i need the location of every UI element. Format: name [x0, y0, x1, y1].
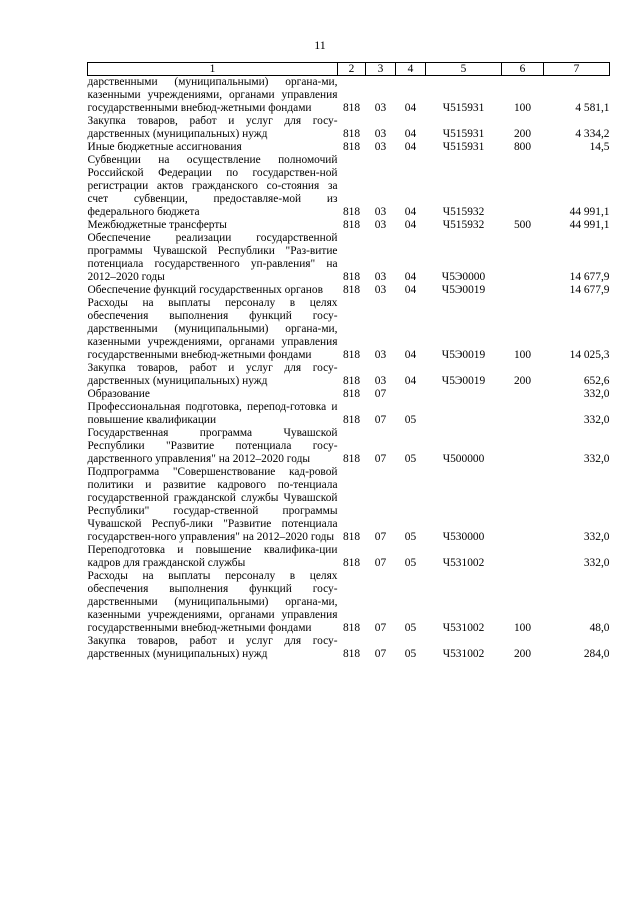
table-row — [88, 232, 610, 284]
column-header-2: 2 — [338, 63, 366, 76]
table-row — [88, 219, 610, 232]
row-code-vr: 500 — [513, 219, 532, 231]
row-code-gr: 818 — [342, 284, 361, 296]
row-code-vr — [502, 466, 544, 544]
row-code-csr — [426, 401, 502, 427]
row-code-gr: 818 — [342, 388, 361, 400]
row-code-vr: 100 — [513, 102, 532, 114]
row-code-rz: 03 — [374, 206, 387, 218]
row-code-rz: 07 — [374, 557, 387, 569]
row-name: Закупка товаров, работ и услуг для госу-дарственных (муниципальных) нужд — [87, 362, 338, 387]
row-code-pr: 04 — [404, 349, 417, 361]
row-code-gr: 818 — [342, 622, 361, 634]
row-name: Межбюджетные трансферты — [87, 219, 227, 231]
page-number: 11 — [314, 38, 326, 52]
row-code-csr: Ч515931 — [442, 102, 485, 114]
row-code-rz: 07 — [374, 648, 387, 660]
table-row — [88, 154, 610, 219]
row-code-rz: 03 — [374, 219, 387, 231]
row-code-rz: 07 — [374, 414, 387, 426]
row-code-gr: 818 — [342, 414, 361, 426]
row-code-csr: Ч515932 — [442, 219, 485, 231]
row-code-csr: Ч531002 — [442, 557, 485, 569]
row-code-vr: 200 — [513, 648, 532, 660]
row-amount: 14 677,9 — [569, 284, 610, 296]
row-code-rz: 03 — [374, 102, 387, 114]
row-code-csr: Ч515931 — [442, 141, 485, 153]
row-name: Образование — [87, 388, 150, 400]
row-code-vr — [502, 154, 544, 219]
row-code-csr: Ч5Э0000 — [441, 271, 486, 283]
row-code-rz: 03 — [374, 349, 387, 361]
row-code-pr: 05 — [404, 414, 417, 426]
row-amount: 14,5 — [589, 141, 610, 153]
table-row — [88, 362, 610, 388]
row-code-csr: Ч515931 — [442, 128, 485, 140]
row-name: Государственная программа Чувашской Республики "Развитие потенциала госу-дарственного управления" на 2012–2020 годы — [87, 427, 338, 465]
row-code-pr: 04 — [404, 206, 417, 218]
row-code-gr: 818 — [342, 206, 361, 218]
table-body — [88, 76, 610, 662]
row-name: Закупка товаров, работ и услуг для госу-дарственных (муниципальных) нужд — [87, 115, 338, 140]
row-code-csr: Ч531002 — [442, 622, 485, 634]
column-header-4: 4 — [396, 63, 426, 76]
table-row — [88, 284, 610, 297]
row-code-vr — [502, 427, 544, 466]
row-code-pr: 05 — [404, 622, 417, 634]
row-code-csr: Ч530000 — [442, 531, 485, 543]
row-code-rz: 03 — [374, 141, 387, 153]
table-row — [88, 76, 610, 116]
row-amount: 332,0 — [583, 453, 610, 465]
row-code-pr: 04 — [404, 271, 417, 283]
column-header-5: 5 — [426, 63, 502, 76]
row-code-vr — [502, 388, 544, 401]
row-code-pr: 04 — [404, 102, 417, 114]
table-row — [88, 570, 610, 635]
column-header-7: 7 — [544, 63, 610, 76]
table-row — [88, 635, 610, 661]
row-name: Субвенции на осуществление полномочий Российской Федерации по государствен-ной регистрации актов гражданского со-стояния за счет субвенции, предоставляе-мой из федерального бюджета — [87, 154, 338, 218]
row-code-pr: 05 — [404, 557, 417, 569]
row-code-gr: 818 — [342, 531, 361, 543]
header-row — [88, 63, 610, 76]
row-amount: 14 677,9 — [569, 271, 610, 283]
row-code-gr: 818 — [342, 128, 361, 140]
column-header-3: 3 — [366, 63, 396, 76]
table-row — [88, 141, 610, 154]
row-code-gr: 818 — [342, 648, 361, 660]
table-row — [88, 115, 610, 141]
row-code-pr: 04 — [404, 141, 417, 153]
row-code-rz: 03 — [374, 375, 387, 387]
row-name: Переподготовка и повышение квалифика-ции кадров для гражданской службы — [87, 544, 338, 569]
row-code-gr: 818 — [342, 219, 361, 231]
row-code-rz: 03 — [374, 284, 387, 296]
row-amount: 44 991,1 — [569, 206, 610, 218]
row-code-pr: 04 — [404, 219, 417, 231]
row-code-csr: Ч5Э0019 — [441, 375, 486, 387]
row-code-pr: 05 — [404, 531, 417, 543]
row-code-gr: 818 — [342, 271, 361, 283]
budget-table — [87, 62, 610, 661]
row-amount: 332,0 — [583, 557, 610, 569]
row-name: дарственными (муниципальными) органа-ми, казенными учреждениями, органами управления государственными внебюд-жетными фондами — [87, 76, 338, 114]
row-name: Обеспечение реализации государственной программы Чувашской Республики "Раз-витие потенциала государственного уп-равления" на 2012–2020 годы — [87, 232, 338, 283]
row-code-vr: 200 — [513, 128, 532, 140]
row-code-pr: 04 — [404, 284, 417, 296]
row-code-vr — [502, 232, 544, 284]
row-code-gr: 818 — [342, 453, 361, 465]
row-name: Иные бюджетные ассигнования — [87, 141, 242, 153]
row-code-csr: Ч531002 — [442, 648, 485, 660]
row-code-rz: 03 — [374, 271, 387, 283]
column-header-6: 6 — [502, 63, 544, 76]
row-name: Профессиональная подготовка, перепод-готовка и повышение квалификации — [87, 401, 338, 426]
row-code-vr: 100 — [513, 622, 532, 634]
row-code-gr: 818 — [342, 557, 361, 569]
row-code-csr: Ч515932 — [442, 206, 485, 218]
row-code-csr: Ч500000 — [442, 453, 485, 465]
row-code-vr: 200 — [513, 375, 532, 387]
table-header — [88, 63, 610, 76]
row-code-pr: 04 — [404, 375, 417, 387]
row-code-vr: 100 — [513, 349, 532, 361]
row-code-gr: 818 — [342, 102, 361, 114]
row-amount: 332,0 — [583, 388, 610, 400]
row-code-rz: 07 — [374, 388, 387, 400]
row-code-vr — [502, 544, 544, 570]
row-amount: 44 991,1 — [569, 219, 610, 231]
row-code-vr: 800 — [513, 141, 532, 153]
row-code-rz: 03 — [374, 128, 387, 140]
row-amount: 4 581,1 — [575, 102, 610, 114]
row-name: Закупка товаров, работ и услуг для госу-дарственных (муниципальных) нужд — [87, 635, 338, 660]
table-row — [88, 297, 610, 362]
row-code-vr — [502, 284, 544, 297]
row-code-rz: 07 — [374, 453, 387, 465]
row-code-rz: 07 — [374, 531, 387, 543]
row-name: Расходы на выплаты персоналу в целях обеспечения выполнения функций госу-дарственными (муниципальными) органа-ми, казенными учреждениями, органами управления государственными внебюд-жетными фондами — [87, 297, 338, 361]
row-amount: 4 334,2 — [575, 128, 610, 140]
row-code-pr: 05 — [404, 648, 417, 660]
row-code-pr — [396, 388, 426, 401]
row-code-rz: 07 — [374, 622, 387, 634]
row-amount: 14 025,3 — [569, 349, 610, 361]
column-header-1: 1 — [88, 63, 338, 76]
row-code-csr: Ч5Э0019 — [441, 349, 486, 361]
row-name: Подпрограмма "Совершенствование кад-ровой политики и развитие кадрового по-тенциала государственной гражданской службы Чувашской Республики" государ-ственной программы Чувашской Респуб-лики "Развитие потенциала государствен-ного управления" на 2012–2020 годы — [87, 466, 338, 543]
row-code-gr: 818 — [342, 375, 361, 387]
row-code-pr: 04 — [404, 128, 417, 140]
row-code-csr: Ч5Э0019 — [441, 284, 486, 296]
row-name: Обеспечение функций государственных органов — [87, 284, 323, 296]
row-code-pr: 05 — [404, 453, 417, 465]
row-amount: 332,0 — [583, 414, 610, 426]
row-amount: 284,0 — [583, 648, 610, 660]
row-code-gr: 818 — [342, 349, 361, 361]
table-row — [88, 466, 610, 544]
row-code-csr — [426, 388, 502, 401]
row-amount: 652,6 — [583, 375, 610, 387]
row-amount: 48,0 — [589, 622, 610, 634]
table-row — [88, 544, 610, 570]
table-row — [88, 388, 610, 401]
row-code-vr — [502, 401, 544, 427]
table-row — [88, 427, 610, 466]
row-name: Расходы на выплаты персоналу в целях обеспечения выполнения функций госу-дарственными (муниципальными) органа-ми, казенными учреждениями, органами управления государственными внебюд-жетными фондами — [87, 570, 338, 634]
table-row — [88, 401, 610, 427]
row-code-gr: 818 — [342, 141, 361, 153]
row-amount: 332,0 — [583, 531, 610, 543]
